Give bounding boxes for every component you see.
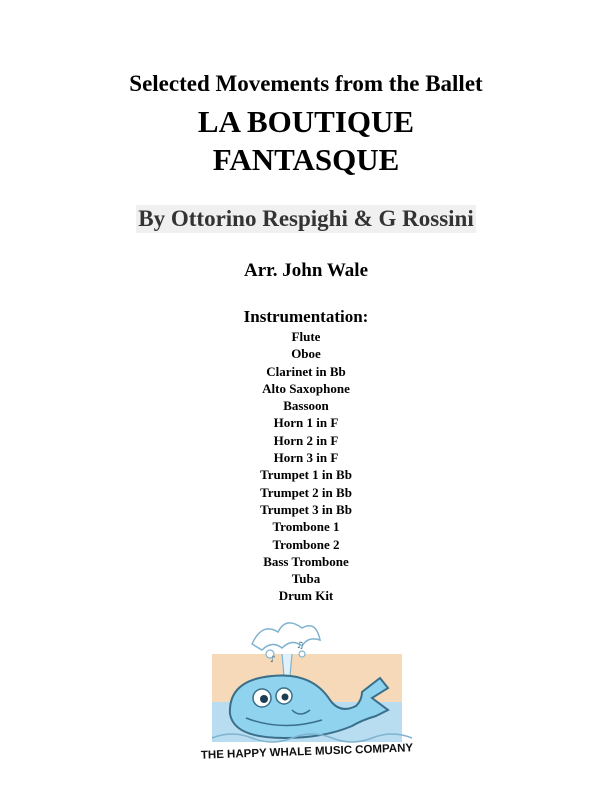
instrumentation-heading: Instrumentation: [243,307,369,326]
instrument-item: Bass Trombone [263,553,349,569]
instrument-item: Trombone 1 [272,519,340,535]
svg-text:♪: ♪ [270,655,276,665]
instrument-item: Drum Kit [278,588,334,604]
svg-text:♫: ♫ [296,641,305,651]
instrument-item: Oboe [291,346,321,362]
instrument-item: Bassoon [283,398,329,414]
title-line-2: FANTASQUE [212,142,400,177]
instrument-item: Trumpet 2 in Bb [260,484,352,500]
instrument-item: Horn 1 in F [273,415,339,431]
instrument-item: Clarinet in Bb [266,363,346,379]
composer-credit: By Ottorino Respighi & G Rossini [138,206,474,231]
composer-block [0,205,612,233]
subtitle: Selected Movements from the Ballet [129,71,483,96]
instrument-item: Horn 3 in F [273,450,339,466]
company-name: THE HAPPY WHALE MUSIC COMPANY [200,742,414,762]
title-line-1: LA BOUTIQUE [197,104,415,139]
instrument-item: Trombone 2 [272,536,340,552]
instrument-item: Trumpet 1 in Bb [260,467,352,483]
arranger-credit: Arr. John Wale [243,260,369,281]
instrument-item: Flute [291,329,321,344]
instrument-item: Tuba [291,571,321,587]
instrument-item: Trumpet 3 in Bb [260,501,352,517]
instrumentation-list [0,328,612,605]
instrument-item: Alto Saxophone [262,380,350,396]
instrument-item: Horn 2 in F [273,432,339,448]
happy-whale-logo [200,614,414,764]
